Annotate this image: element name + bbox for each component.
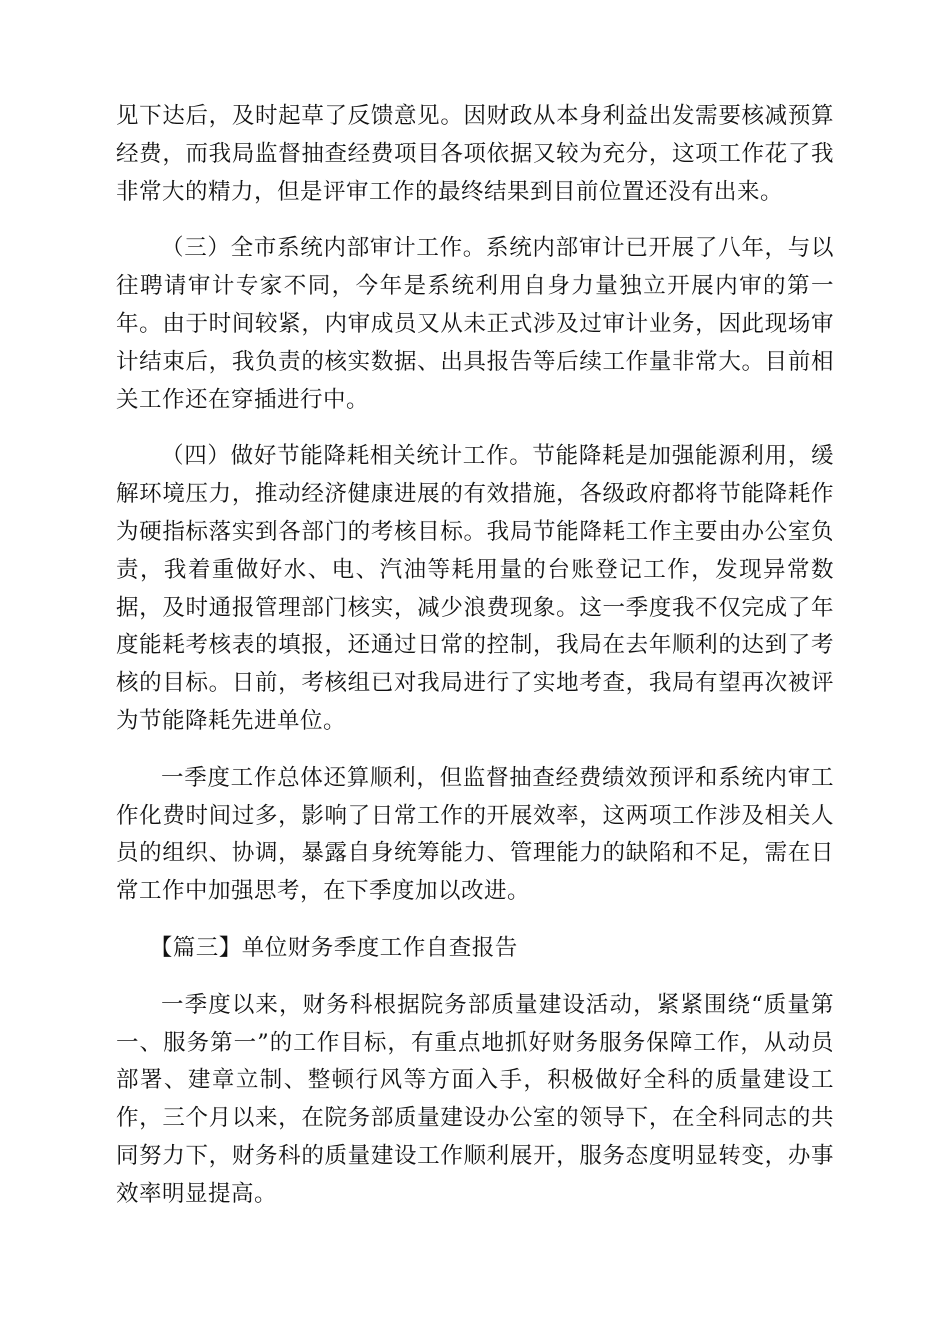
document-body — [116, 98, 834, 1233]
paragraph-summary: 一季度工作总体还算顺利，但监督抽查经费绩效预评和系统内审工作化费时间过多，影响了日常工作的开展效率，这两项工作涉及相关人员的组织、协调，暴露自身统筹能力、管理能力的缺陷和不足，需在日常工作中加强思考，在下季度加以改进。 — [116, 764, 834, 905]
section-heading: 【篇三】单位财务季度工作自查报告 — [149, 934, 518, 961]
paragraph-feedback: 见下达后，及时起草了反馈意见。因财政从本身利益出发需要核减预算经费，而我局监督抽查经费项目各项依据又较为充分，这项工作花了我非常大的精力，但是评审工作的最终结果到目前位置还没有出来。 — [116, 103, 834, 205]
paragraph-quality-building: 一季度以来，财务科根据院务部质量建设活动，紧紧围绕“质量第一、服务第一”的工作目标，有重点地抓好财务服务保障工作，从动员部署、建章立制、整顿行风等方面入手，积极做好全科的质量建设工作，三个月以来，在院务部质量建设办公室的领导下，在全科同志的共同努力下，财务科的质量建设工作顺利展开，服务态度明显转变，办事效率明显提高。 — [116, 991, 834, 1207]
paragraph-energy-saving: （四）做好节能降耗相关统计工作。节能降耗是加强能源利用，缓解环境压力，推动经济健康进展的有效措施，各级政府都将节能降耗作为硬指标落实到各部门的考核目标。我局节能降耗工作主要由办公室负责，我着重做好水、电、汽油等耗用量的台账登记工作，发现异常数据，及时通报管理部门核实，减少浪费现象。这一季度我不仅完成了年度能耗考核表的填报，还通过日常的控制，我局在去年顺利的达到了考核的目标。日前，考核组已对我局进行了实地考查，我局有望再次被评为节能降耗先进单位。 — [116, 443, 834, 734]
paragraph-internal-audit: （三）全市系统内部审计工作。系统内部审计已开展了八年，与以往聘请审计专家不同，今年是系统利用自身力量独立开展内审的第一年。由于时间较紧，内审成员又从未正式涉及过审计业务，因此现场审计结束后，我负责的核实数据、出具报告等后续工作量非常大。目前相关工作还在穿插进行中。 — [116, 235, 834, 413]
